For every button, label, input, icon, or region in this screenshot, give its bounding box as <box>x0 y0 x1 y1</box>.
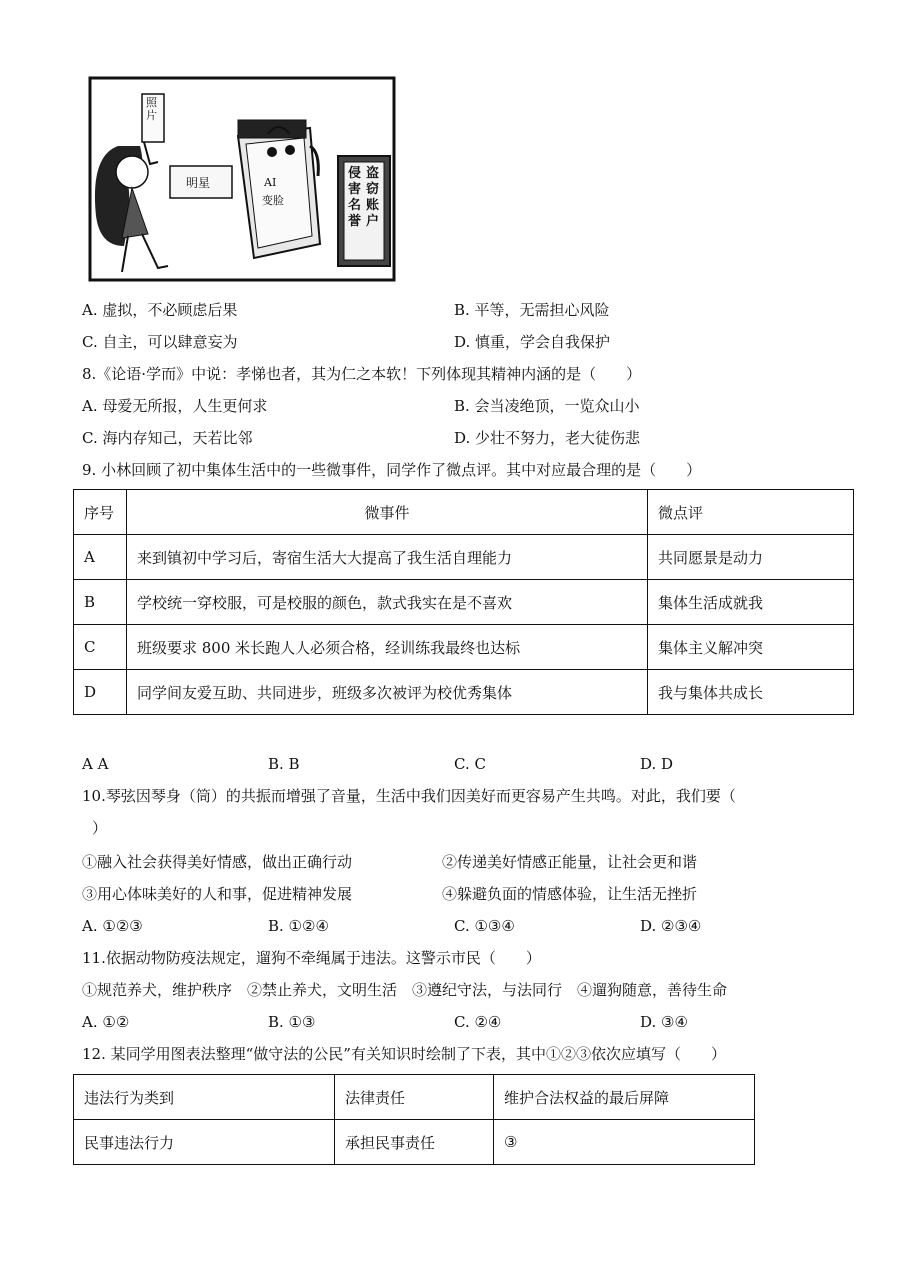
table-cell: B <box>74 580 127 625</box>
q7-option-d: D. 慎重，学会自我保护 <box>454 333 611 351</box>
q7-option-c: C. 自主，可以肆意妄为 <box>82 333 238 351</box>
table-cell: 维护合法权益的最后屏障 <box>494 1075 755 1120</box>
q11-stem: 11.依据动物防疫法规定，遛狗不牵绳属于违法。这警示市民（ ） <box>82 949 541 967</box>
q10-option-b: B. ①②④ <box>268 917 329 935</box>
q8-option-c: C. 海内存知己，天若比邻 <box>82 429 253 447</box>
q11-option-a: A. ①② <box>82 1013 130 1031</box>
q11-option-d: D. ③④ <box>640 1013 688 1031</box>
q12-stem: 12. 某同学用图表法整理“做守法的公民”有关知识时绘制了下表，其中①②③依次应填写（ ） <box>82 1045 726 1063</box>
table-cell: 共同愿景是动力 <box>648 535 854 580</box>
star-label: 明星 <box>186 176 211 190</box>
q9-option-d: D. D <box>640 755 674 773</box>
q11-option-c: C. ②④ <box>454 1013 502 1031</box>
table-cell: 民事违法行力 <box>74 1120 335 1165</box>
table-cell: 班级要求 800 米长跑人人必须合格，经训练我最终也达标 <box>127 625 648 670</box>
q9-option-c: C. C <box>454 755 486 773</box>
q10-stem: 10.琴弦因琴身（筒）的共振而增强了音量，生活中我们因美好而更容易产生共鸣。对此，我们要（ <box>82 787 736 805</box>
q8-stem: 8.《论语·学而》中说：孝悌也者，其为仁之本软！下列体现其精神内涵的是（ ） <box>82 365 642 383</box>
table-cell: A <box>74 535 127 580</box>
ai-label: AI <box>264 176 277 189</box>
photo-label: 照片 <box>146 96 157 122</box>
q12-table <box>73 1074 755 1165</box>
q10-item-2: ②传递美好情感正能量，让社会更和谐 <box>442 853 698 871</box>
table-header-cell: 微事件 <box>127 490 648 535</box>
q9-option-b: B. B <box>268 755 300 773</box>
q9-stem: 9. 小林回顾了初中集体生活中的一些微事件，同学作了微点评。其中对应最合理的是（ ） <box>82 461 702 479</box>
q11-option-b: B. ①③ <box>268 1013 316 1031</box>
q10-item-4: ④躲避负面的情感体验，让生活无挫折 <box>442 885 698 903</box>
table-header-row <box>74 490 854 535</box>
sign-text-col2: 盗窃账户 <box>366 166 380 229</box>
table-cell: D <box>74 670 127 715</box>
q10-stem-end: ） <box>92 819 108 837</box>
q7-option-b: B. 平等，无需担心风险 <box>454 301 610 319</box>
table-cell: 集体主义解冲突 <box>648 625 854 670</box>
table-cell: 法律责任 <box>335 1075 494 1120</box>
table-row <box>74 580 854 625</box>
q8-option-d: D. 少壮不努力，老大徒伤悲 <box>454 429 641 447</box>
sign-text-col1: 侵害名誉 <box>348 166 362 229</box>
table-row <box>74 1075 755 1120</box>
table-cell: 我与集体共成长 <box>648 670 854 715</box>
table-cell: ③ <box>494 1120 755 1165</box>
table-row <box>74 670 854 715</box>
q10-item-1: ①融入社会获得美好情感，做出正确行动 <box>82 853 353 871</box>
q8-option-a: A. 母爱无所报，人生更何求 <box>82 397 268 415</box>
cartoon-illustration <box>88 76 396 282</box>
table-cell: 违法行为类到 <box>74 1075 335 1120</box>
q10-option-c: C. ①③④ <box>454 917 515 935</box>
table-cell: 集体生活成就我 <box>648 580 854 625</box>
q11-items: ①规范养犬，维护秩序 ②禁止养犬，文明生活 ③遵纪守法，与法同行 ④遛狗随意，善待生命 <box>82 981 728 999</box>
table-header-cell: 微点评 <box>648 490 854 535</box>
table-cell: 来到镇初中学习后，寄宿生活大大提高了我生活自理能力 <box>127 535 648 580</box>
q10-option-d: D. ②③④ <box>640 917 702 935</box>
table-row <box>74 535 854 580</box>
table-row <box>74 625 854 670</box>
q9-table <box>73 489 854 715</box>
q10-option-a: A. ①②③ <box>82 917 143 935</box>
q8-option-b: B. 会当凌绝顶，一览众山小 <box>454 397 640 415</box>
ai-face-change-label: 变脸 <box>262 194 284 207</box>
table-row <box>74 1120 755 1165</box>
q10-item-3: ③用心体味美好的人和事，促进精神发展 <box>82 885 353 903</box>
q9-option-a: A A <box>82 755 109 773</box>
q7-option-a: A. 虚拟，不必顾虑后果 <box>82 301 238 319</box>
table-cell: 学校统一穿校服，可是校服的颜色，款式我实在是不喜欢 <box>127 580 648 625</box>
table-header-cell: 序号 <box>74 490 127 535</box>
table-cell: 同学间友爱互助、共同进步，班级多次被评为校优秀集体 <box>127 670 648 715</box>
table-cell: 承担民事责任 <box>335 1120 494 1165</box>
table-cell: C <box>74 625 127 670</box>
